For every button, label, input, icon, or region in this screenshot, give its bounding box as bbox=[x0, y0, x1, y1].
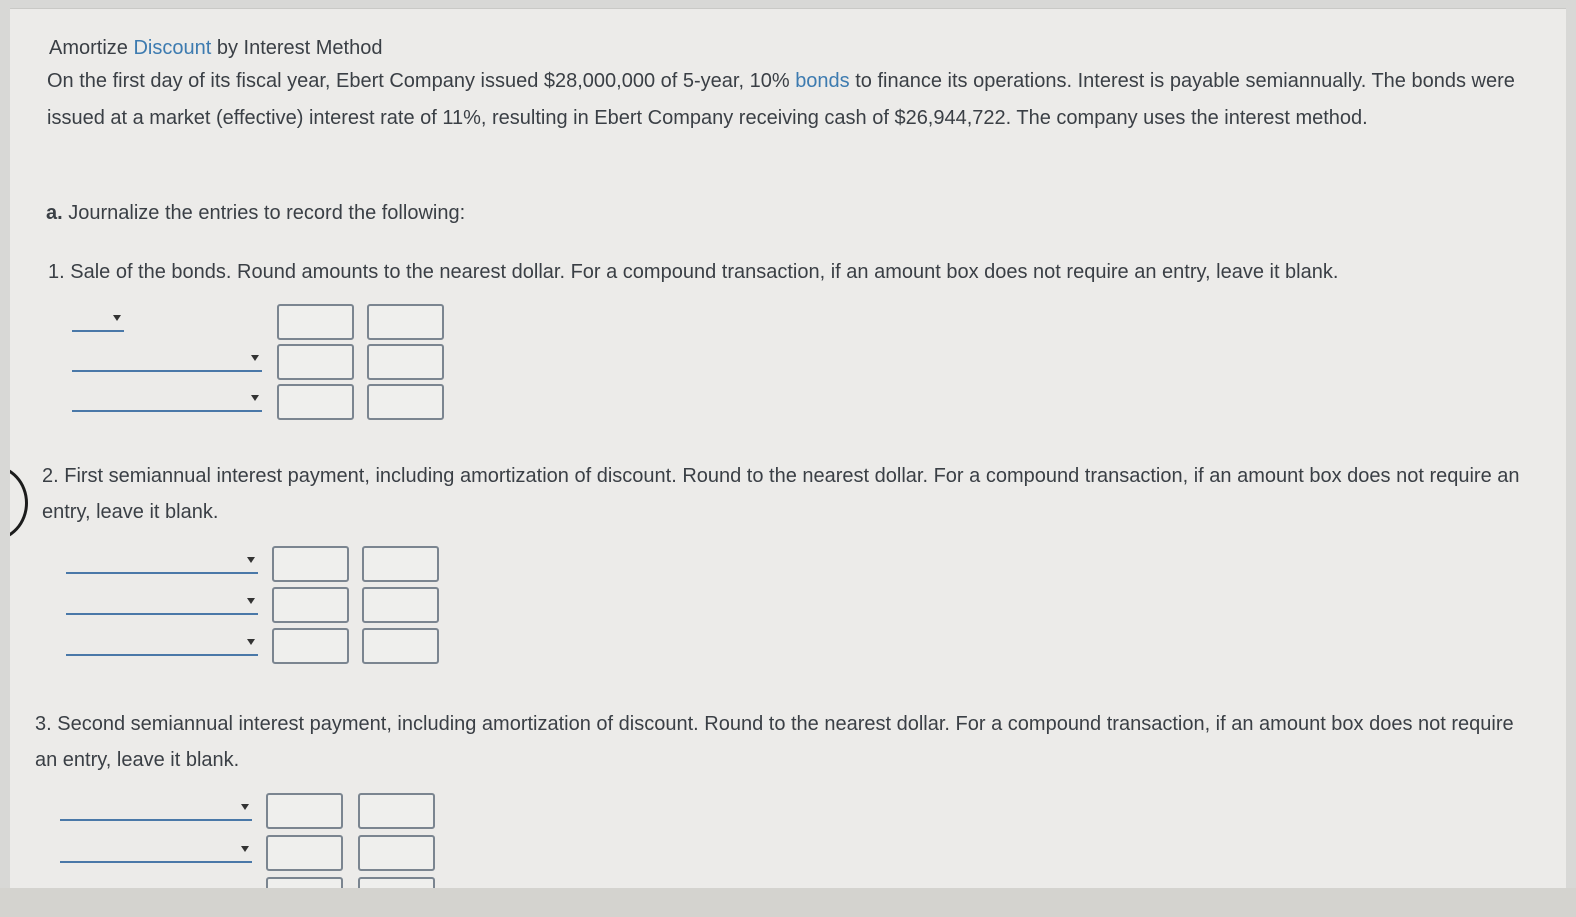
margin-circle-marker bbox=[10, 465, 28, 541]
chevron-down-icon bbox=[113, 315, 121, 321]
problem-intro bbox=[47, 63, 1537, 137]
chevron-down-icon bbox=[247, 639, 255, 645]
q1-account-dropdown-2[interactable] bbox=[72, 350, 262, 372]
q2-debit-input-2[interactable] bbox=[272, 587, 349, 623]
problem-title bbox=[49, 37, 382, 60]
question-1-text: 1. Sale of the bonds. Round amounts to the nearest dollar. For a compound transaction, if an amount box does not require an entry, leave it blank. bbox=[48, 261, 1339, 283]
q1-account-dropdown-3[interactable] bbox=[72, 390, 262, 412]
q2-credit-input-1[interactable] bbox=[362, 546, 439, 582]
q1-debit-input-2[interactable] bbox=[277, 344, 354, 380]
q1-debit-input-1[interactable] bbox=[277, 304, 354, 340]
question-3-text: 3. Second semiannual interest payment, including amortization of discount. Round to the nearest dollar. For a compound transaction, if an amount box does not require an entry, leave it blank. bbox=[35, 713, 1514, 771]
part-a-heading bbox=[46, 202, 465, 225]
part-a-letter: a. bbox=[46, 202, 63, 224]
title-text: Amortize bbox=[49, 37, 134, 59]
part-a-text: Journalize the entries to record the following: bbox=[62, 202, 466, 224]
discount-link[interactable]: Discount bbox=[133, 37, 212, 59]
bottom-edge bbox=[0, 888, 1576, 917]
q3-debit-input-1[interactable] bbox=[266, 793, 343, 829]
q1-credit-input-1[interactable] bbox=[367, 304, 444, 340]
problem-page bbox=[10, 8, 1566, 889]
q2-credit-input-3[interactable] bbox=[362, 628, 439, 664]
q2-debit-input-1[interactable] bbox=[272, 546, 349, 582]
chevron-down-icon bbox=[247, 557, 255, 563]
q2-debit-input-3[interactable] bbox=[272, 628, 349, 664]
q1-credit-input-3[interactable] bbox=[367, 384, 444, 420]
q2-account-dropdown-2[interactable] bbox=[66, 593, 258, 615]
q2-credit-input-2[interactable] bbox=[362, 587, 439, 623]
q3-account-dropdown-2[interactable] bbox=[60, 841, 252, 863]
q3-credit-input-2[interactable] bbox=[358, 835, 435, 871]
q1-account-dropdown-1[interactable] bbox=[72, 310, 124, 332]
intro-text: On the first day of its fiscal year, Ebert Company issued $28,000,000 of 5-year, 10% bbox=[47, 70, 796, 92]
chevron-down-icon bbox=[241, 804, 249, 810]
q3-credit-input-1[interactable] bbox=[358, 793, 435, 829]
q1-credit-input-2[interactable] bbox=[367, 344, 444, 380]
q2-account-dropdown-1[interactable] bbox=[66, 552, 258, 574]
question-2-text: 2. First semiannual interest payment, including amortization of discount. Round to the nearest dollar. For a compound transaction, if an amount box does not require an entry, leave it blank. bbox=[42, 465, 1520, 523]
q2-account-dropdown-3[interactable] bbox=[66, 634, 258, 656]
chevron-down-icon bbox=[247, 598, 255, 604]
chevron-down-icon bbox=[251, 395, 259, 401]
q3-debit-input-2[interactable] bbox=[266, 835, 343, 871]
chevron-down-icon bbox=[241, 846, 249, 852]
chevron-down-icon bbox=[251, 355, 259, 361]
bonds-link[interactable]: bonds bbox=[795, 70, 850, 92]
intro-text-rest: to finance its operations. Interest is payable semiannually. The bonds were issued at a market (effective) interest rate of 11%, resulting in Ebert Company receiving cash of $26,944,722. The company uses the interest method. bbox=[47, 70, 1515, 129]
q1-debit-input-3[interactable] bbox=[277, 384, 354, 420]
title-text-rest: by Interest Method bbox=[211, 37, 383, 59]
q3-account-dropdown-1[interactable] bbox=[60, 799, 252, 821]
